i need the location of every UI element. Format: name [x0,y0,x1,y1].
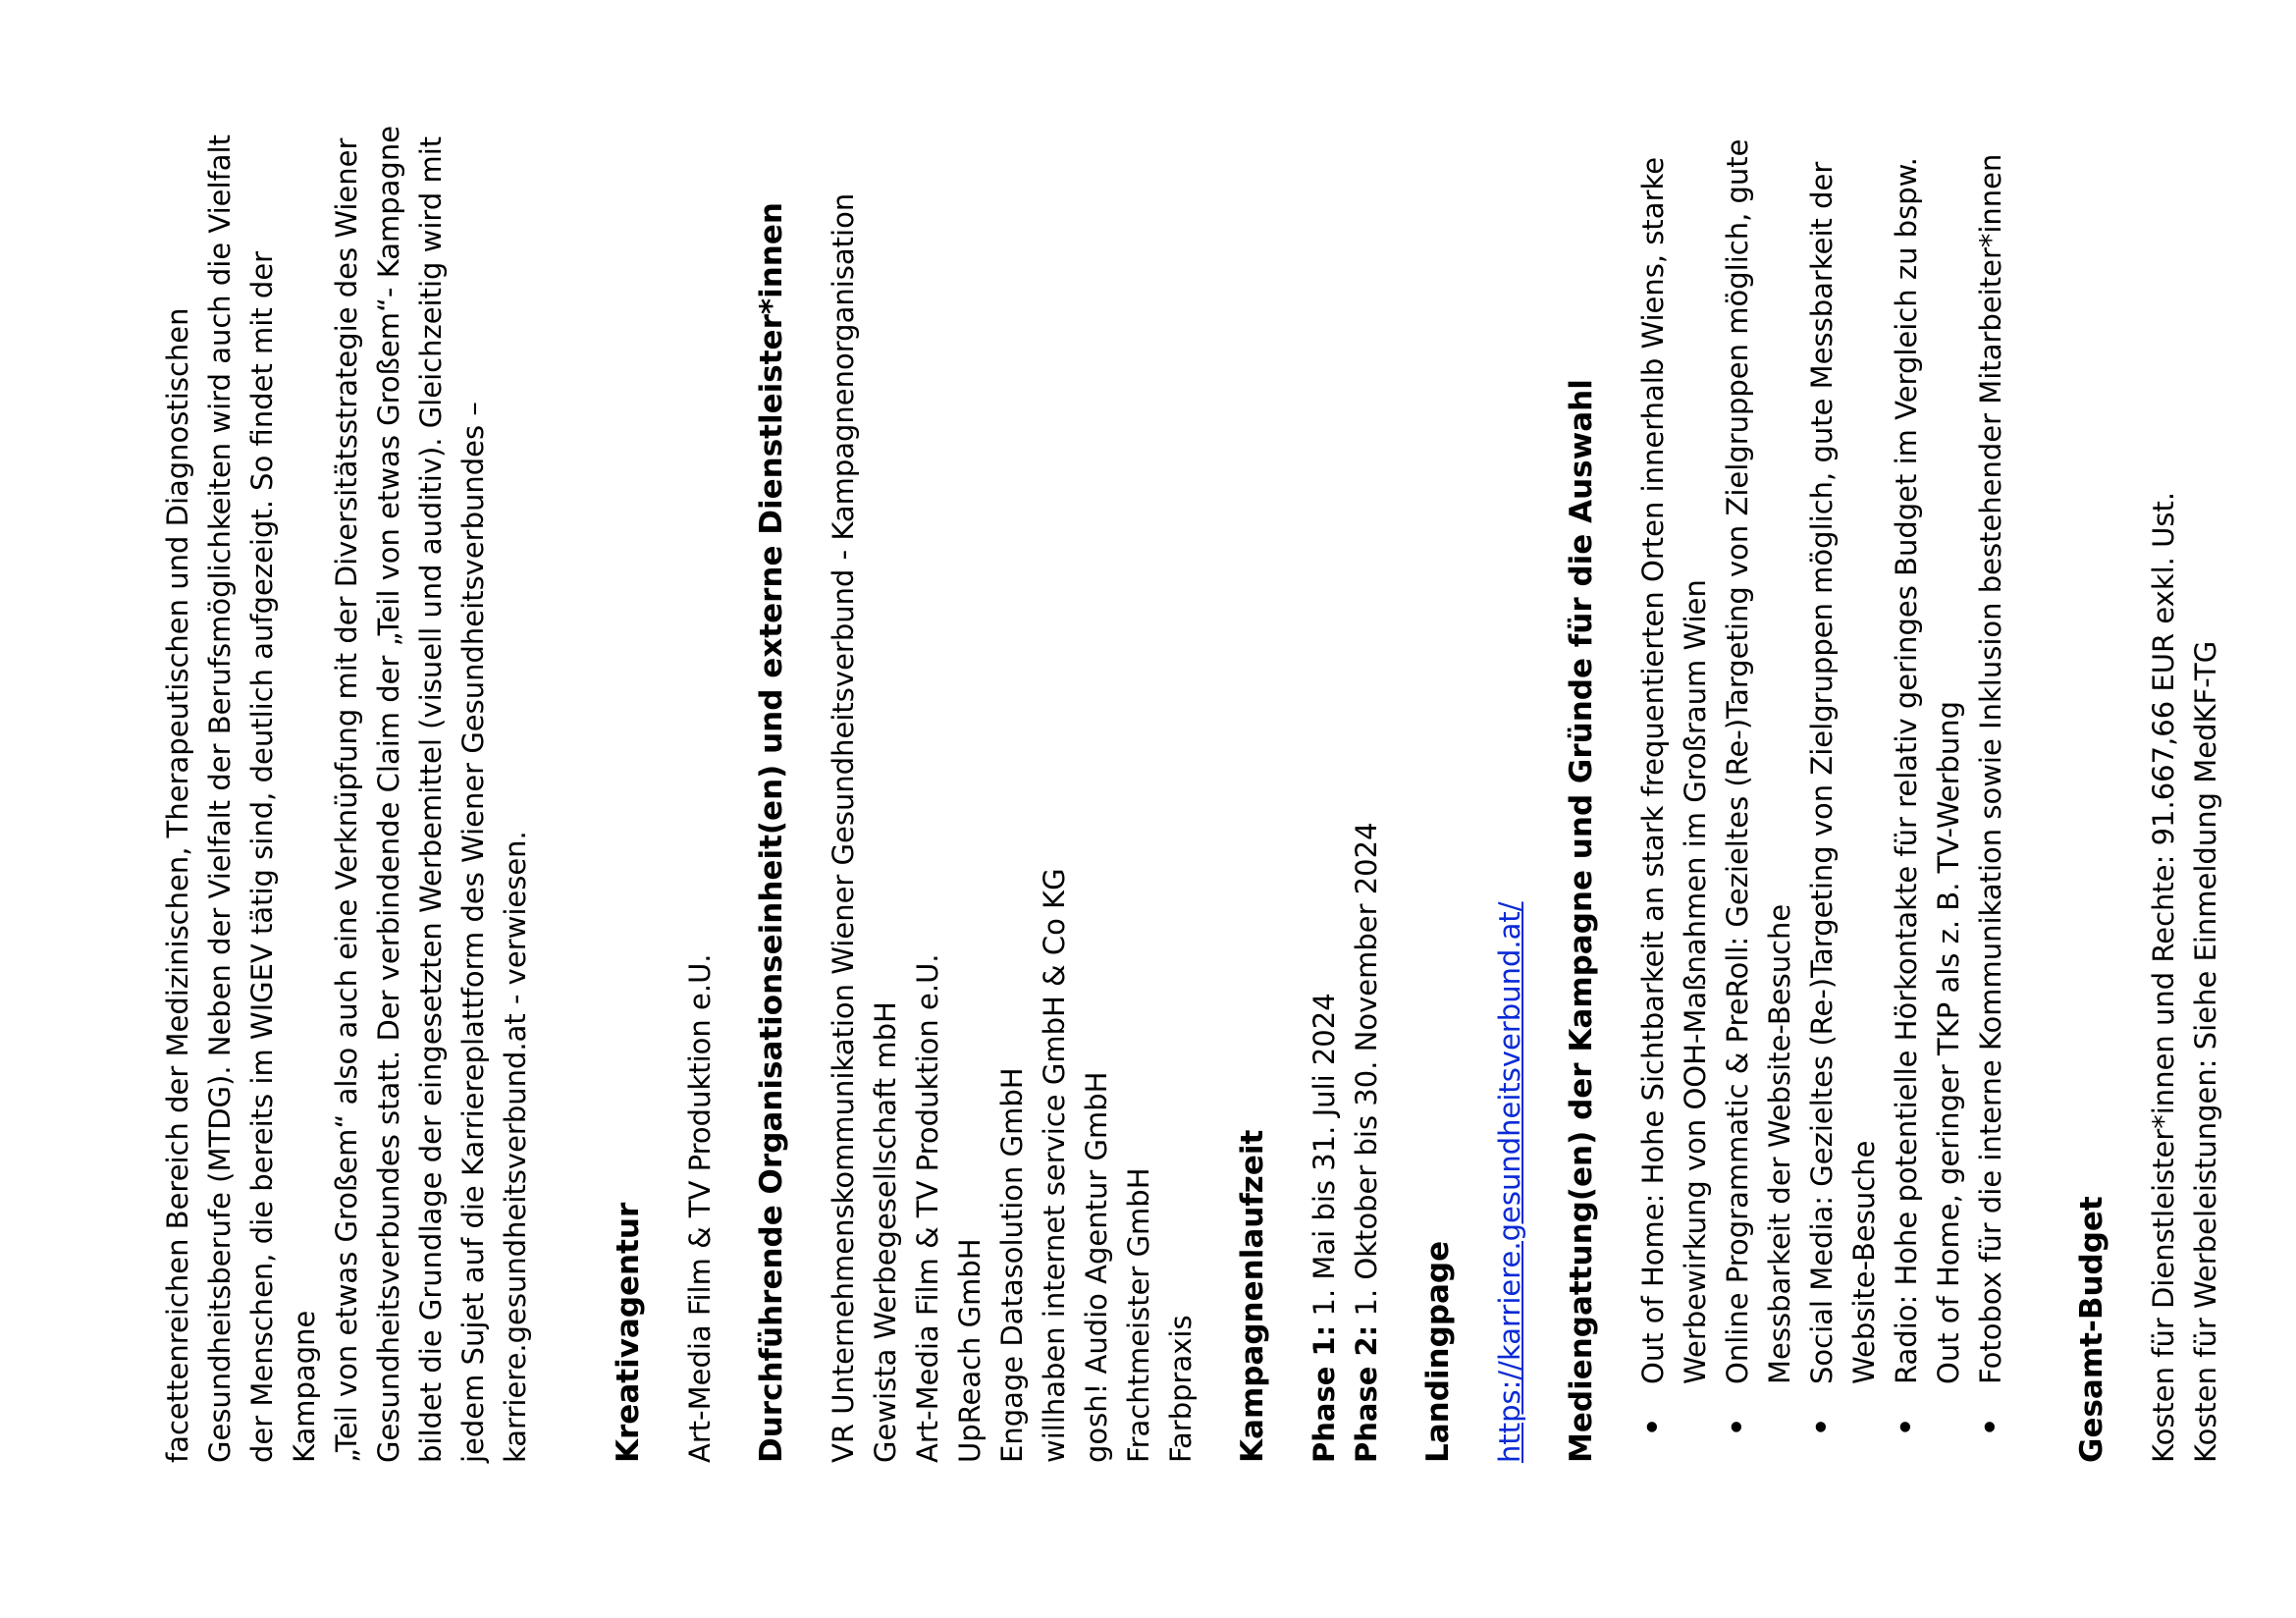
intro-line: bildet die Grundlage der eingesetzten Werbemittel (visuell und auditiv). Gleichzeitig wird mit [414,135,448,1463]
phase-2-dates: 1. Oktober bis 30. November 2024 [1350,822,1383,1325]
intro-line: der Menschen, die bereits im WIGEV tätig sind, deutlich aufgezeigt. So findet mit der Kampagne [245,250,321,1463]
intro-line: „Teil von etwas Großem“ also auch eine Verknüpfung mit der Diversitätsstrategie des Wiener [330,137,363,1463]
budget-line-1: Kosten für Dienstleister*innen und Rechte: 91.667,66 EUR exkl. Ust. [2147,491,2180,1463]
mediengattung-item: • Social Media: Gezieltes (Re-)Targeting von Zielgruppen möglich, gute Messbarkeit der Website-Besuche [1801,98,1886,1424]
phase-2-label: Phase 2: [1350,1324,1383,1463]
intro-paragraph [157,98,537,1463]
mediengattung-item: • Online Programmatic & PreRoll: Gezieltes (Re-)Targeting von Zielgruppen möglich, gute Messbarkeit der Website-Besuche [1717,98,1801,1424]
dienstleister-item: VR Unternehmenskommunikation Wiener Gesundheitsverbund - Kampagnenorganisation [827,192,860,1463]
phase-1 [1304,98,1346,1463]
intro-line: facettenreichen Bereich der Medizinischen, Therapeutischen und Diagnostischen [161,307,194,1463]
intro-line: Gesundheitsberufe (MTDG). Neben der Vielfalt der Berufsmöglichkeiten wird auch die Vielfalt [203,135,237,1463]
mediengattung-list [1632,98,2012,1463]
dienstleister-list [823,98,1202,1463]
kreativagentur-heading: Kreativagentur [611,1202,646,1463]
budget-line-2: Kosten für Werbeleistungen: Siehe Einmeldung MedKF-TG [2189,640,2222,1463]
dienstleister-item: Art-Media Film & TV Produktion e.U. [911,953,944,1463]
dienstleister-item: UpReach GmbH [953,1238,987,1463]
mediengattung-heading: Mediengattung(en) der Kampagne und Gründe für die Auswahl [1564,379,1599,1463]
dienstleister-item: Engage Datasolution GmbH [995,1067,1029,1463]
mediengattung-item: • Fotobox für die interne Kommunikation sowie Inklusion bestehender Mitarbeiter*innen [1970,98,2012,1424]
dienstleister-item: Farbpraxis [1164,1315,1198,1463]
intro-line: Gesundheitsverbundes statt. Der verbindende Claim der „Teil von etwas Großem“- Kampagne [372,125,405,1463]
dienstleister-item: willhaben internet service GmbH & Co KG [1038,868,1071,1463]
phase-1-dates: 1. Mai bis 31. Juli 2024 [1308,993,1341,1325]
intro-line: jedem Sujet auf die Karriereplattform des Wiener Gesundheitsverbundes – [456,402,490,1463]
mediengattung-item: • Radio: Hohe potentielle Hörkontakte für relativ geringes Budget im Vergleich zu bspw. Out of Home, geringer TKP als z. B. TV-Werbung [1886,98,1970,1424]
budget-heading: Gesamt-Budget [2074,1196,2109,1463]
landingpage-link[interactable]: https://karriere.gesundheitsverbund.at/ [1493,901,1526,1463]
kreativagentur-text: Art-Media Film & TV Produktion e.U. [683,953,717,1463]
phase-1-label: Phase 1: [1308,1324,1341,1463]
dienstleister-item: gosh! Audio Agentur GmbH [1080,1071,1113,1463]
mediengattung-item: • Out of Home: Hohe Sichtbarkeit an stark frequentierten Orten innerhalb Wiens, starke Werbewirkung von OOH-Maßnahmen im Großraum Wien [1632,98,1717,1424]
dienstleister-item: Frachtmeister GmbH [1122,1167,1155,1463]
phase-2 [1346,98,1388,1463]
dienstleister-item: Gewista Werbegesellschaft mbH [869,1001,902,1463]
kampagnenlaufzeit-heading: Kampagnenlaufzeit [1235,1129,1270,1463]
landingpage-heading: Landingpage [1420,1240,1456,1463]
durchfuehrende-heading: Durchführende Organisationseinheit(en) und externe Dienstleister*innen [754,202,789,1463]
document-content [157,98,2227,1463]
intro-line: karriere.gesundheitsverbund.at - verwiesen. [499,831,532,1463]
